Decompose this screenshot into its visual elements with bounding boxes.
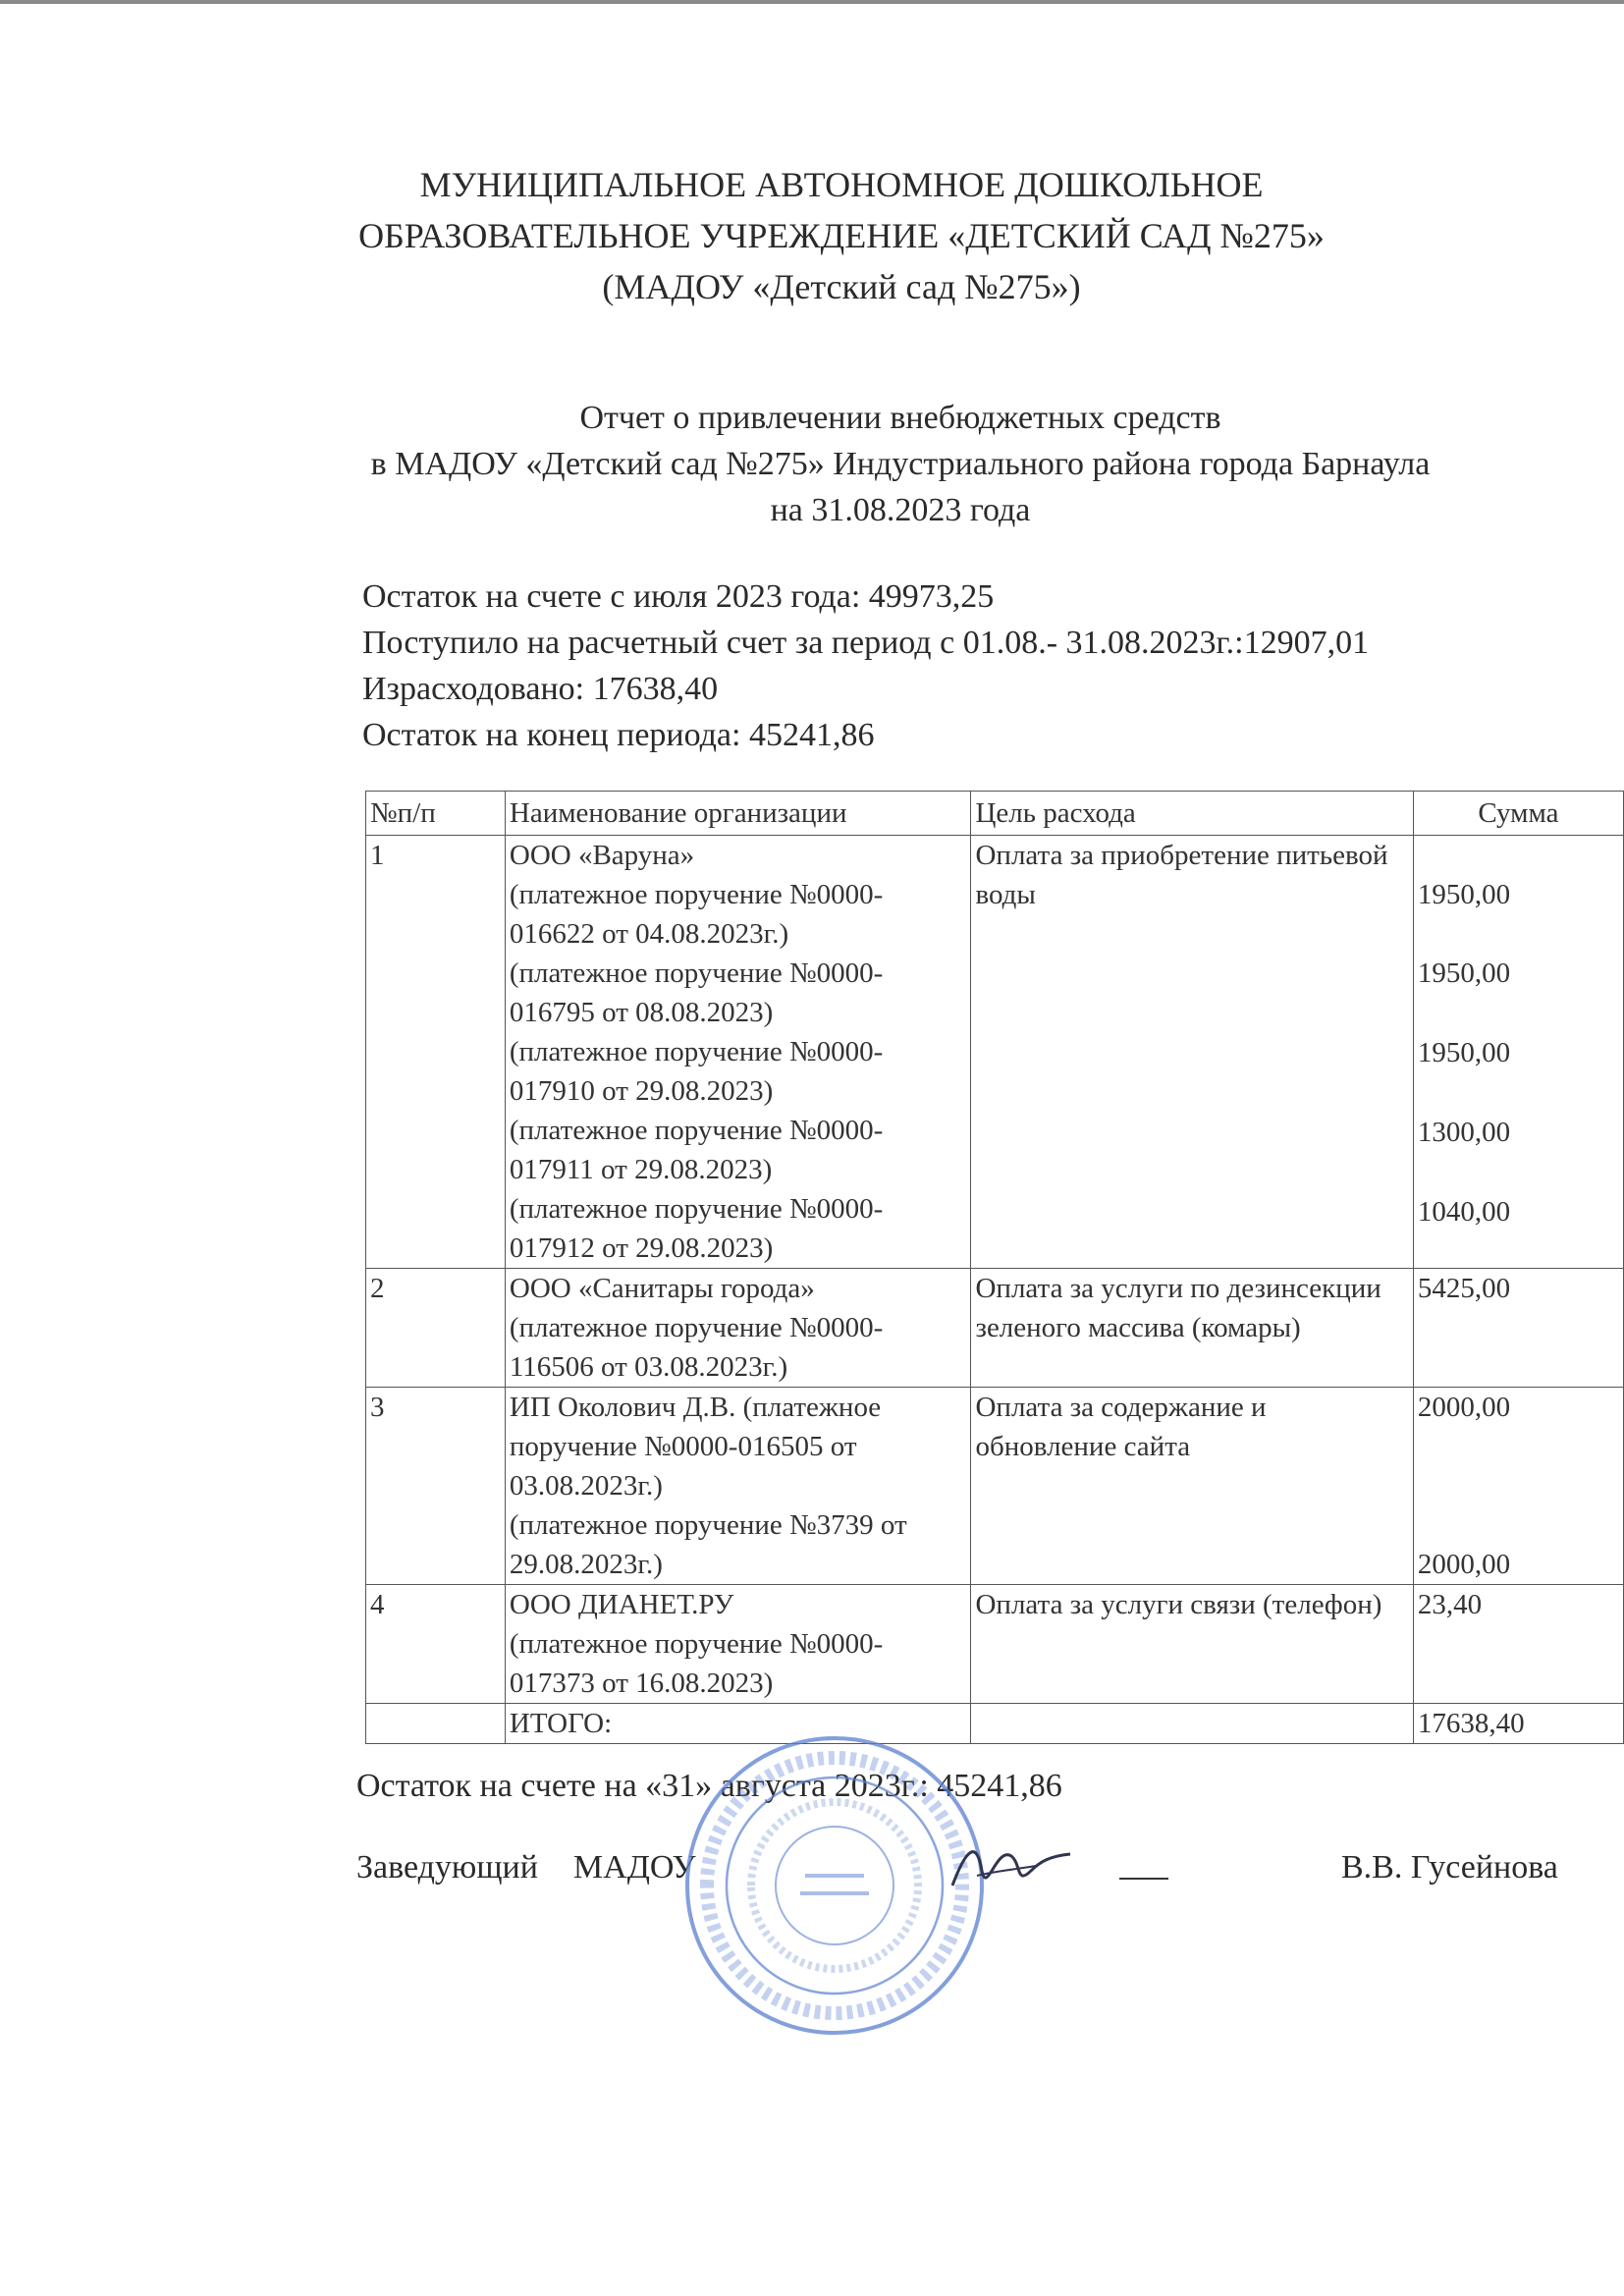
total-value: 17638,40 [1413,1704,1623,1744]
row-organization [505,1585,971,1704]
row-sums [1413,1269,1623,1388]
total-empty-cell [366,1704,506,1744]
report-title-line-3: на 31.08.2023 года [770,492,1031,528]
payment-order: (платежное поручение №0000-017910 от 29.08.2023) [509,1036,884,1107]
sum-value: 1300,00 [1417,1117,1511,1148]
institution-header [29,159,1624,312]
signature-line [1119,1878,1168,1880]
received-amount: Поступило на расчетный счет за период с 01.08.- 31.08.2023г.:12907,01 [362,625,1370,661]
balance-summary [362,574,1369,758]
row-organization [505,836,971,1269]
total-empty-cell [971,1704,1413,1744]
header-sum: Сумма [1413,792,1623,836]
total-label: ИТОГО: [505,1704,971,1744]
row-sums [1413,836,1623,1269]
spent-amount: Израсходовано: 17638,40 [362,671,719,707]
sum-value: 2000,00 [1417,1549,1511,1580]
payment-order: (платежное поручение №0000-017373 от 16.08.2023) [509,1628,884,1699]
sum-value: 2000,00 [1417,1392,1511,1423]
header-line-2: ОБРАЗОВАТЕЛЬНОЕ УЧРЕЖДЕНИЕ «ДЕТСКИЙ САД №275» [358,216,1325,255]
director-org: МАДОУ [572,1849,696,1886]
table-header-row [366,792,1624,836]
row-purpose: Оплата за услуги связи (телефон) [971,1585,1413,1704]
director-title: Заведующий [356,1849,538,1886]
row-sums [1413,1585,1623,1704]
row-number: 4 [366,1585,506,1704]
org-name: ООО «Варуна» [509,840,695,871]
row-purpose: Оплата за приобретение питьевой воды [971,836,1413,1269]
payment-order: (платежное поручение №3739 от 29.08.2023г.) [509,1509,907,1580]
sum-value: 23,40 [1417,1589,1483,1620]
sum-value: 1040,00 [1417,1196,1511,1228]
table-row [366,1269,1624,1388]
table-row [366,1388,1624,1585]
table-row [366,836,1624,1269]
header-line-1: МУНИЦИПАЛЬНОЕ АВТОНОМНОЕ ДОШКОЛЬНОЕ [419,165,1264,204]
expenses-table [365,791,1624,1744]
report-title [88,395,1624,533]
payment-order: (платежное поручение №0000-017911 от 29.08.2023) [509,1115,884,1185]
row-number: 2 [366,1269,506,1388]
header-line-3: (МАДОУ «Детский сад №275») [602,267,1081,306]
header-number: №п/п [366,792,506,836]
table-row [366,1585,1624,1704]
director-line [356,1849,696,1886]
header-purpose: Цель расхода [971,792,1413,836]
row-organization [505,1269,971,1388]
org-name: ООО «Санитары города» [509,1273,815,1304]
payment-order: (платежное поручение №0000-016622 от 04.08.2023г.) [509,879,884,950]
sum-value: 1950,00 [1417,957,1511,989]
header-organization: Наименование организации [505,792,971,836]
report-title-line-1: Отчет о привлечении внебюджетных средств [579,400,1221,436]
scan-top-edge [0,0,1624,4]
row-number: 3 [366,1388,506,1585]
org-name: ИП Околович Д.В. (платежное поручение №0000-016505 от 03.08.2023г.) [509,1392,882,1502]
balance-start: Остаток на счете с июля 2023 года: 49973,25 [362,578,995,615]
row-purpose: Оплата за услуги по дезинсекции зеленого массива (комары) [971,1269,1413,1388]
payment-order: (платежное поручение №0000-017912 от 29.08.2023) [509,1193,884,1264]
row-sums [1413,1388,1623,1585]
balance-end: Остаток на конец периода: 45241,86 [362,717,875,753]
director-signature [943,1827,1080,1905]
payment-order: (платежное поручение №0000-016795 от 08.08.2023) [509,957,884,1028]
closing-balance: Остаток на счете на «31» августа 2023г.: 45241,86 [356,1768,1062,1804]
table-total-row [366,1704,1624,1744]
sum-value: 5425,00 [1417,1273,1511,1304]
row-purpose: Оплата за содержание и обновление сайта [971,1388,1413,1585]
payment-order: (платежное поручение №0000-116506 от 03.08.2023г.) [509,1312,884,1383]
org-name: ООО ДИАНЕТ.РУ [509,1589,734,1620]
row-number: 1 [366,836,506,1269]
report-title-line-2: в МАДОУ «Детский сад №275» Индустриального района города Барнаула [370,446,1431,482]
sum-value: 1950,00 [1417,879,1511,910]
signer-name: В.В. Гусейнова [1341,1849,1558,1886]
sum-value: 1950,00 [1417,1037,1511,1068]
row-organization [505,1388,971,1585]
